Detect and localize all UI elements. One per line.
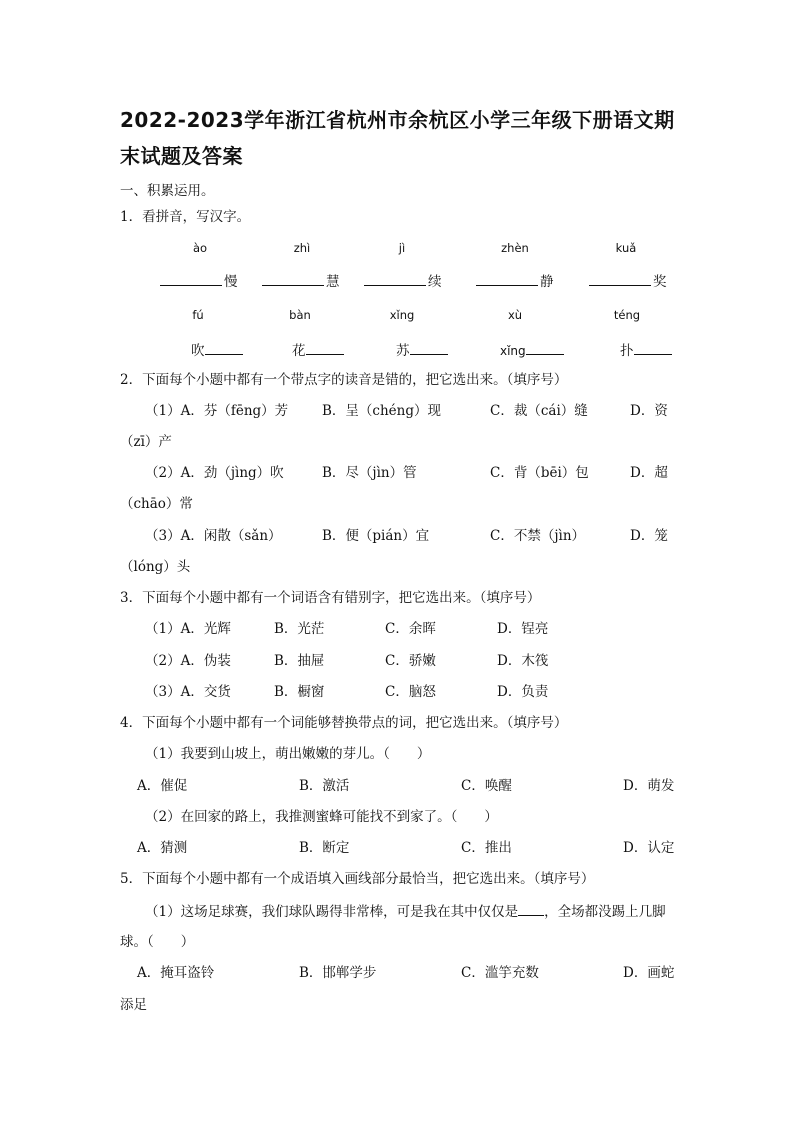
option: B．橱窗 [274,684,325,700]
question-5-stem: 5．下面每个小题中都有一个成语填入画线部分最恰当，把它选出来。（填序号） [120,871,595,887]
page-title: 2022-2023学年浙江省杭州市余杭区小学三年级下册语文期末试题及答案 [120,108,675,168]
hanzi: 慢 [224,274,238,290]
answer-blank[interactable] [160,271,222,286]
option: C．裁（cái）缝 [490,403,588,419]
question-2-stem: 2．下面每个小题中都有一个带点字的读音是错的，把它选出来。（填序号） [120,372,568,388]
answer-blank[interactable] [410,340,448,355]
sub-question: （1）我要到山坡上，萌出嫩嫩的芽儿。（ ） [145,746,431,762]
pinyin: xǐng [500,344,526,358]
option: D．锃亮 [497,621,549,637]
option: D．画蛇 [623,965,675,981]
answer-blank[interactable] [634,340,672,355]
answer-blank[interactable] [262,271,324,286]
pinyin: zhèn [501,241,529,255]
option: D．木筏 [497,653,549,669]
option: C．骄嫩 [385,653,436,669]
hanzi: 扑 [620,343,634,359]
pinyin: téng [613,308,641,322]
option: B．呈（chéng）现 [322,403,442,419]
option: B．光茫 [274,621,325,637]
sub-question-text: ，全场都没踢上几脚 [544,904,666,920]
pinyin: xǐng [389,308,415,322]
option: （2）A．伪装 [145,653,231,669]
question-1-stem: 1．看拼音，写汉字。 [120,209,251,225]
option: （1）A．光辉 [145,621,231,637]
option-continued: （lóng）头 [120,559,191,575]
option: D．资 [630,403,668,419]
option: （2）A．劲（jìng）吹 [145,465,284,481]
answer-blank[interactable] [526,340,564,355]
option: （3）A．交货 [145,684,231,700]
answer-blank[interactable] [205,340,243,355]
answer-blank[interactable] [306,340,344,355]
answer-blank[interactable] [589,271,651,286]
sub-question [145,901,666,922]
question-3-stem: 3．下面每个小题中都有一个词语含有错别字，把它选出来。（填序号） [120,590,541,606]
option: （3）A．闲散（sǎn） [145,528,282,544]
option: C．推出 [461,840,512,856]
option-continued: （chāo）常 [120,496,193,512]
option: C．余晖 [385,621,436,637]
option-continued: （zī）产 [120,434,172,450]
option: D．笼 [630,528,668,544]
sub-question-text: （1）这场足球赛，我们球队踢得非常棒，可是我在其中仅仅是 [145,904,519,920]
option: C．唤醒 [461,778,512,794]
option: D．负责 [497,684,549,700]
hanzi: 静 [540,274,554,290]
pinyin: kuǎ [615,241,637,255]
option: C．滥竽充数 [461,965,539,981]
pinyin: bàn [289,308,311,322]
hanzi: 吹 [191,343,205,359]
hanzi: 苏 [396,343,410,359]
section-heading: 一、积累运用。 [120,183,215,199]
option: C．不禁（jìn） [490,528,586,544]
option: B．邯郸学步 [299,965,377,981]
option-continued: 添足 [120,997,147,1013]
hanzi: 续 [428,274,442,290]
option: D．萌发 [623,778,675,794]
pinyin: fú [192,308,204,322]
option: A．掩耳盗铃 [137,965,215,981]
hanzi: 奖 [653,274,667,290]
answer-blank[interactable] [518,901,544,916]
pinyin: ào [192,241,208,255]
answer-blank[interactable] [476,271,538,286]
option: C．背（bēi）包 [490,465,589,481]
pinyin: jì [398,241,406,255]
answer-blank[interactable] [364,271,426,286]
pinyin: xù [507,308,523,322]
option: D．认定 [623,840,675,856]
option: A．猜测 [137,840,188,856]
hanzi: 慧 [326,274,340,290]
option: （1）A．芬（fēng）芳 [145,403,289,419]
option: D．超 [630,465,668,481]
sub-question: （2）在回家的路上，我推测蜜蜂可能找不到家了。（ ） [145,809,498,825]
option: B．抽屉 [274,653,325,669]
option: C．脑怒 [385,684,436,700]
question-4-stem: 4．下面每个小题中都有一个词能够替换带点的词，把它选出来。（填序号） [120,715,568,731]
pinyin: zhì [293,241,311,255]
option: A．催促 [137,778,188,794]
option: B．激活 [299,778,350,794]
option: B．便（pián）宜 [322,528,430,544]
option: B．断定 [299,840,350,856]
option: B．尽（jìn）管 [322,465,417,481]
hanzi: 花 [292,343,306,359]
sub-question-continued: 球。（ ） [120,934,195,950]
